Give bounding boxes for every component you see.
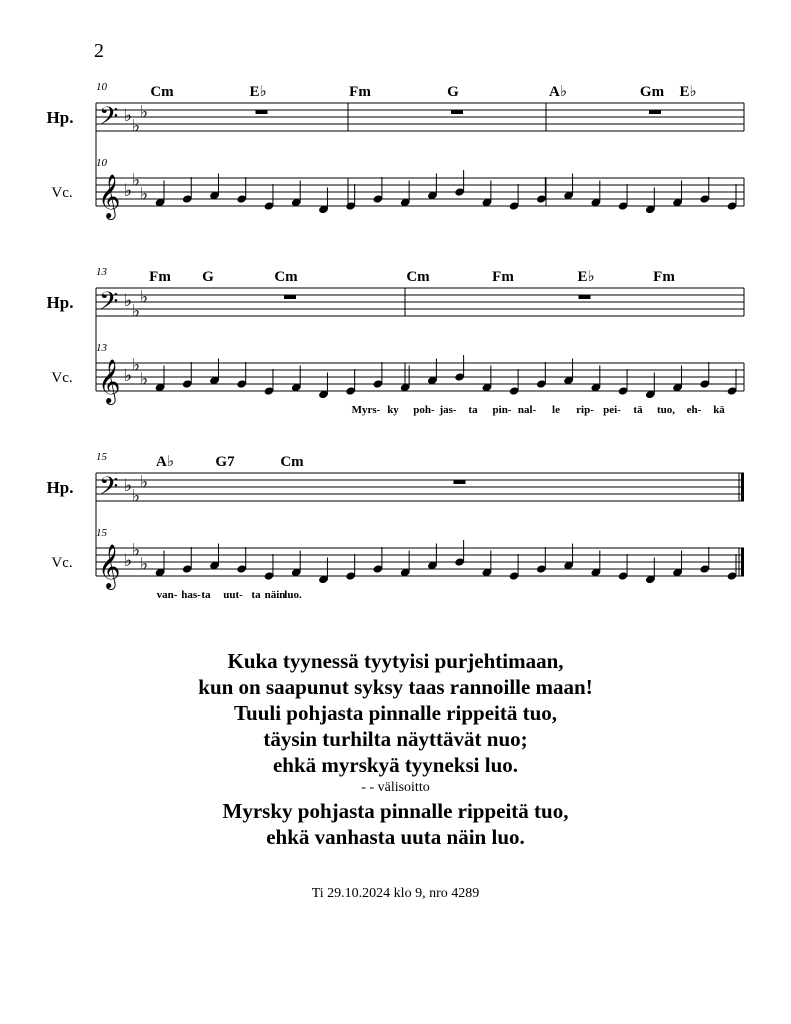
chord-symbol: Fm — [492, 269, 514, 285]
page-number: 2 — [94, 40, 104, 62]
lyric-syllable: rip- — [576, 404, 594, 416]
measure-number: 10 — [96, 157, 107, 169]
instrument-label: Hp. — [46, 293, 74, 312]
flat-icon: ♭ — [140, 287, 149, 307]
measure-number: 15 — [96, 527, 107, 539]
verse-line: Myrsky pohjasta pinnalle rippeitä tuo, — [222, 799, 569, 823]
measure-number: 15 — [96, 451, 107, 463]
verse-line: täysin turhilta näyttävät nuo; — [263, 727, 528, 751]
lyric-syllable: has- — [181, 589, 201, 601]
verse-line: kun on saapunut syksy taas rannoille maan! — [198, 675, 593, 699]
flat-icon: ♭ — [132, 116, 141, 136]
instrument-label: Vc. — [51, 370, 73, 386]
chord-symbol: G — [202, 269, 214, 285]
lyric-syllable: nal- — [517, 404, 537, 416]
whole-rest — [284, 295, 296, 299]
chord-symbol: G — [447, 84, 459, 100]
lyric-syllable: näin — [264, 589, 286, 601]
chord-symbol: E♭ — [249, 84, 267, 100]
chord-symbol: Cm — [274, 269, 298, 285]
lyric-syllable: ta — [201, 589, 211, 601]
measure-number: 13 — [96, 266, 107, 278]
lyric-syllable: uut- — [223, 589, 243, 601]
lyric-syllable: poh- — [413, 404, 435, 416]
flat-icon: ♭ — [140, 472, 149, 492]
chord-symbol: Fm — [349, 84, 371, 100]
chord-symbol: Cm — [150, 84, 174, 100]
whole-rest — [256, 110, 268, 114]
flat-icon: ♭ — [124, 181, 133, 200]
chord-symbol: E♭ — [577, 269, 595, 285]
whole-rest — [454, 480, 466, 484]
chord-symbol: Fm — [653, 269, 675, 285]
lyric-syllable: tuo, — [656, 404, 676, 416]
final-barline — [741, 548, 744, 576]
verse-line: ehkä vanhasta uuta näin luo. — [266, 825, 525, 849]
flat-icon: ♭ — [132, 170, 141, 190]
flat-icon: ♭ — [132, 540, 141, 560]
measure-number: 10 — [96, 81, 107, 93]
bass-clef-icon: 𝄢 — [99, 473, 119, 506]
interlude-note: - - välisoitto — [361, 780, 430, 795]
flat-icon: ♭ — [124, 106, 133, 125]
flat-icon: ♭ — [124, 551, 133, 570]
final-barline — [741, 473, 744, 501]
lyric-syllable: ta — [251, 589, 261, 601]
instrument-label: Hp. — [46, 478, 74, 497]
score-marks — [96, 103, 744, 584]
flat-icon: ♭ — [124, 476, 133, 495]
lyric-syllable: ta — [468, 404, 478, 416]
chord-symbol: Fm — [149, 269, 171, 285]
lyric-syllable: luo. — [284, 589, 302, 601]
instrument-label: Vc. — [51, 185, 73, 201]
verse-line: Kuka tyynessä tyytyisi purjehtimaan, — [227, 649, 564, 673]
flat-icon: ♭ — [124, 366, 133, 385]
lyric-syllable: ky — [387, 404, 399, 416]
flat-icon: ♭ — [132, 355, 141, 375]
verse-line: ehkä myrskyä tyyneksi luo. — [272, 753, 519, 777]
footer-date: Ti 29.10.2024 klo 9, nro 4289 — [311, 886, 480, 901]
treble-clef-icon: 𝄞 — [98, 361, 121, 403]
score-texts — [47, 81, 726, 601]
flat-icon: ♭ — [140, 369, 149, 389]
lyrics-verse — [0, 648, 791, 850]
lyric-syllable: van- — [156, 589, 178, 601]
chord-symbol: Cm — [280, 454, 304, 470]
flat-icon: ♭ — [132, 301, 141, 321]
measure-number: 13 — [96, 342, 107, 354]
chord-symbol: G7 — [215, 454, 235, 470]
treble-clef-icon: 𝄞 — [98, 546, 121, 588]
instrument-label: Hp. — [46, 108, 74, 127]
bass-clef-icon: 𝄢 — [99, 103, 119, 136]
lyric-syllable: pin- — [492, 404, 512, 416]
chord-symbol: A♭ — [549, 84, 567, 100]
lyric-syllable: jas- — [439, 404, 457, 416]
lyric-syllable: Myrs- — [351, 404, 381, 416]
lyric-syllable: le — [552, 404, 560, 416]
verse-line: Tuuli pohjasta pinnalle rippeitä tuo, — [233, 701, 558, 725]
treble-clef-icon: 𝄞 — [98, 176, 121, 218]
flat-icon: ♭ — [140, 554, 149, 574]
whole-rest — [579, 295, 591, 299]
whole-rest — [451, 110, 463, 114]
lyric-syllable: kä — [713, 404, 725, 416]
chord-symbol: E♭ — [679, 84, 697, 100]
chord-symbol: Cm — [406, 269, 430, 285]
instrument-label: Vc. — [51, 555, 73, 571]
bass-clef-icon: 𝄢 — [99, 288, 119, 321]
chord-symbol: A♭ — [156, 454, 174, 470]
lyric-syllable: eh- — [686, 404, 702, 416]
lyric-syllable: tä — [633, 404, 643, 416]
chord-symbol: Gm — [639, 84, 665, 100]
flat-icon: ♭ — [140, 102, 149, 122]
flat-icon: ♭ — [132, 486, 141, 506]
whole-rest — [649, 110, 661, 114]
staff-lines — [96, 103, 744, 576]
flat-icon: ♭ — [124, 291, 133, 310]
flat-icon: ♭ — [140, 184, 149, 204]
lyric-syllable: pei- — [603, 404, 621, 416]
